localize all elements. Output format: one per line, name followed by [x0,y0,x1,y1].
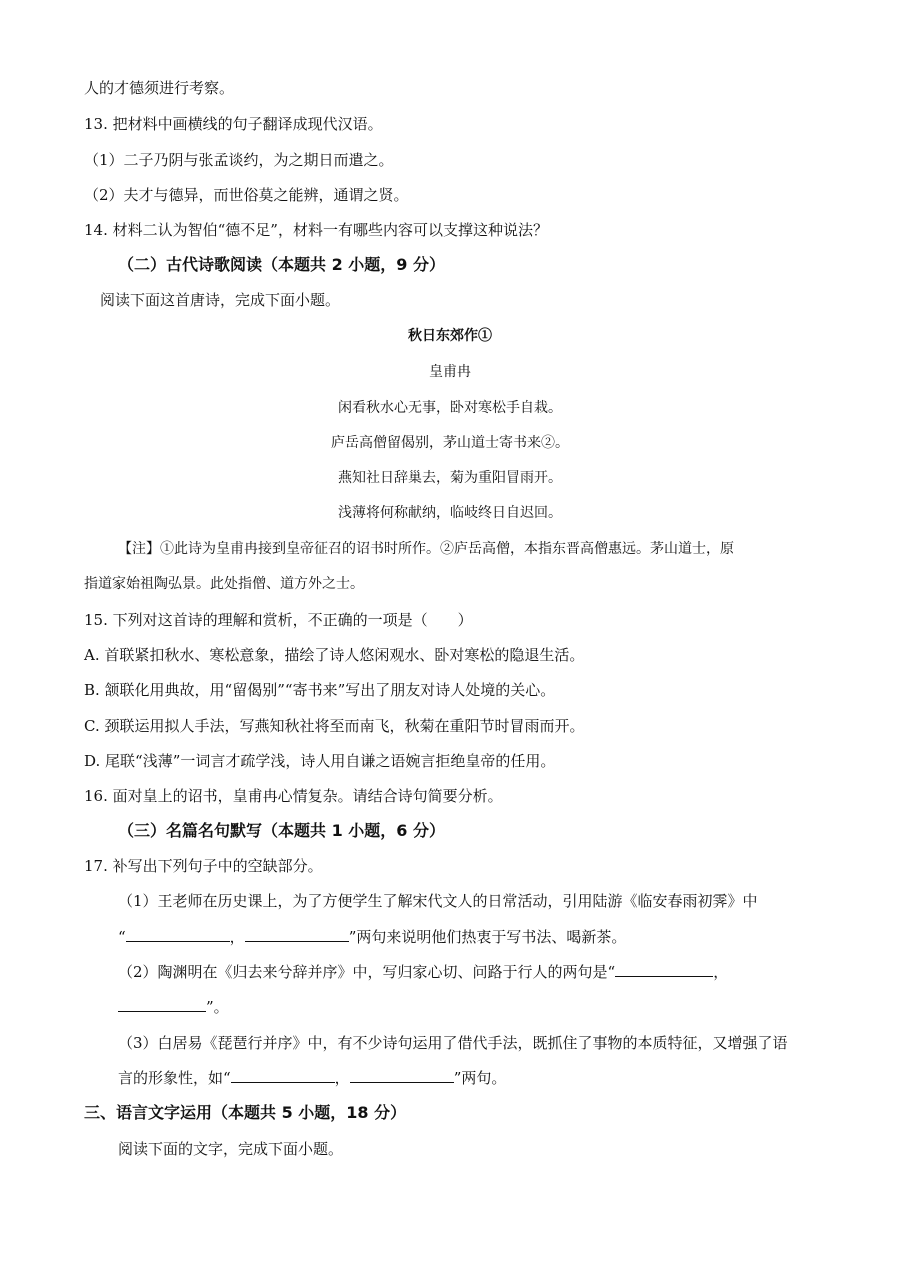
text-line: 人的才德须进行考察。 [84,79,235,97]
sentence-end: ”。 [206,998,229,1016]
question-17: 17. 补写出下列句子中的空缺部分。 [84,857,323,875]
sentence-end: ”两句。 [453,1069,507,1087]
question-17-item-3: （3）白居易《琵琶行并序》中，有不少诗句运用了借代手法，既抓住了事物的本质特征，又增强了语 [118,1034,788,1052]
answer-blank[interactable] [350,1068,454,1083]
question-17-item-3-blanks [118,1068,506,1088]
language-instruction: 阅读下面的文字，完成下面小题。 [118,1140,344,1158]
question-17-item-1-blanks [118,927,626,947]
section-heading-dictation: （三）名篇名句默写（本题共 1 小题，6 分） [118,821,445,840]
question-16: 16. 面对皇上的诏书，皇甫冉心情复杂。请结合诗句简要分析。 [84,787,503,805]
question-17-item-2 [118,962,728,982]
open-quote: “ [118,928,126,946]
poem-note: 【注】①此诗为皇甫冉接到皇帝征召的诏书时所作。②庐岳高僧，本指东晋高僧惠远。茅山道士，原 [118,541,734,557]
option-d: D. 尾联“浅薄”一词言才疏学浅，诗人用自谦之语婉言拒绝皇帝的任用。 [84,752,556,770]
poem-line: 闲看秋水心无事，卧对寒松手自栽。 [338,400,562,416]
part-heading-language: 三、语言文字运用（本题共 5 小题，18 分） [84,1103,407,1122]
comma: ， [713,963,729,981]
answer-blank[interactable] [615,962,713,977]
poem-author: 皇甫冉 [429,364,471,380]
section-heading-poetry: （二）古代诗歌阅读（本题共 2 小题，9 分） [118,255,445,274]
item-text: 言的形象性，如“ [118,1069,231,1087]
poem-line: 燕知社日辞巢去，菊为重阳冒雨开。 [338,470,562,486]
sentence-end: ”两句来说明他们热衷于写书法、喝新茶。 [348,928,627,946]
poem-title: 秋日东郊作① [408,328,492,344]
question-17-item-1: （1）王老师在历史课上，为了方便学生了解宋代文人的日常活动，引用陆游《临安春雨初霁》中 [118,892,758,910]
poem-note-continued: 指道家始祖陶弘景。此处指僧、道方外之士。 [84,576,364,592]
poetry-instruction: 阅读下面这首唐诗，完成下面小题。 [100,291,341,309]
poem-line: 庐岳高僧留偈别，茅山道士寄书来②。 [331,435,569,451]
option-c: C. 颈联运用拟人手法，写燕知秋社将至而南飞，秋菊在重阳节时冒雨而开。 [84,717,585,735]
option-a: A. 首联紧扣秋水、寒松意象，描绘了诗人悠闲观水、卧对寒松的隐退生活。 [84,646,585,664]
question-13-item-1: （1）二子乃阴与张孟谈约，为之期日而遣之。 [84,151,394,169]
question-15: 15. 下列对这首诗的理解和赏析，不正确的一项是（ ） [84,611,473,629]
item-text: （2）陶渊明在《归去来兮辞并序》中，写归家心切、问路于行人的两句是“ [118,963,616,981]
question-13-item-2: （2）夫才与德异，而世俗莫之能辨，通谓之贤。 [84,186,409,204]
question-17-item-2-continued [118,997,229,1017]
option-b: B. 颔联化用典故，用“留偈别”“寄书来”写出了朋友对诗人处境的关心。 [84,681,556,699]
question-14: 14. 材料二认为智伯“德不足”，材料一有哪些内容可以支撑这种说法？ [84,221,548,239]
answer-blank[interactable] [245,927,349,942]
comma: ， [334,1069,350,1087]
answer-blank[interactable] [231,1068,335,1083]
answer-blank[interactable] [126,927,230,942]
question-13: 13. 把材料中画横线的句子翻译成现代汉语。 [84,115,383,133]
poem-line: 浅薄将何称献纳，临岐终日自迟回。 [338,505,562,521]
comma: ， [229,928,245,946]
answer-blank[interactable] [118,997,206,1012]
